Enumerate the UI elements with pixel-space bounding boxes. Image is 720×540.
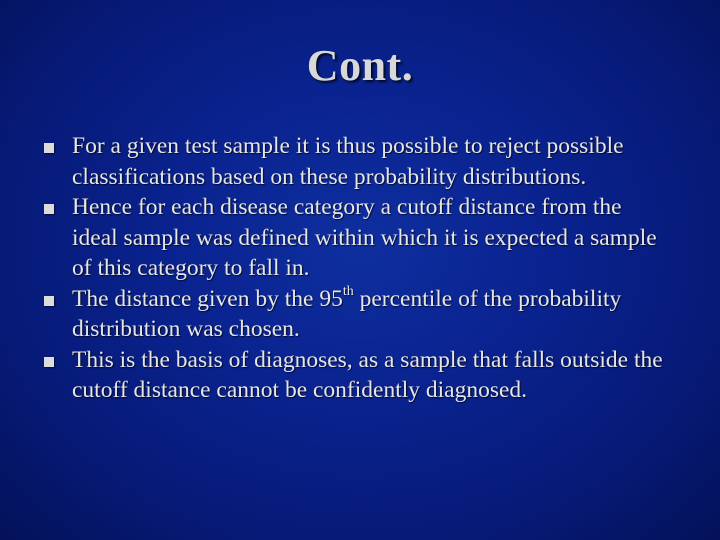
bullet-text: This is the basis of diagnoses, as a sample that falls outside the cutoff distance cannot be confidently diagnosed. <box>72 346 663 403</box>
bullet-text-after: percentile of the probability distribution was chosen. <box>72 285 622 342</box>
square-bullet-icon <box>44 204 54 214</box>
square-bullet-icon <box>44 296 54 306</box>
square-bullet-icon <box>44 357 54 367</box>
bullet-text: Hence for each disease category a cutoff distance from the ideal sample was defined within which it is expected a sample of this category to fall in. <box>72 194 657 281</box>
bullet-item <box>52 284 672 345</box>
bullet-superscript: th <box>342 283 354 299</box>
bullet-text: For a given test sample it is thus possible to reject possible classifications based on these probability distributions. <box>72 133 624 190</box>
bullet-item <box>52 345 672 406</box>
bullet-item <box>52 192 672 284</box>
bullet-list <box>52 131 672 406</box>
slide-title: Cont. <box>306 41 414 90</box>
square-bullet-icon <box>44 143 54 153</box>
bullet-text-before: The distance given by the 95 <box>72 285 343 312</box>
bullet-item <box>52 131 672 192</box>
